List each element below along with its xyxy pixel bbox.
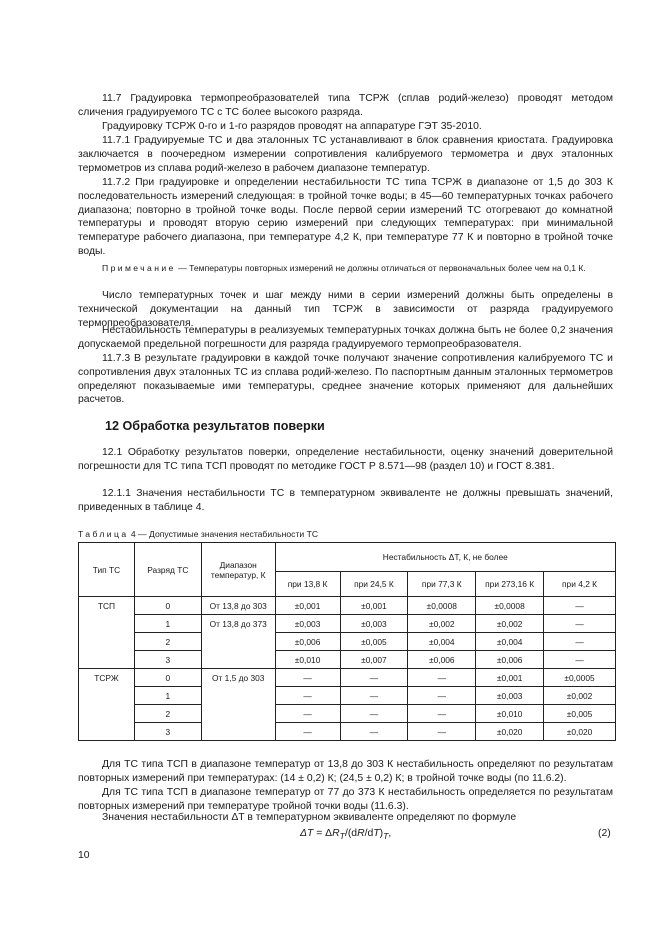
table-row: [79, 597, 616, 615]
cell-value: —: [408, 669, 476, 687]
cell-value: —: [408, 723, 476, 741]
paragraph-stability: Нестабильность температуры в реализуемых температурных точках должна быть не более 0,2 значения допускаемой предельной погрешности для разряда градуируемого термопреобразователя.: [78, 325, 613, 350]
cell-rank: 0: [134, 597, 201, 615]
cell-value: —: [544, 633, 616, 651]
cell-rank: 3: [134, 651, 201, 669]
table-row: [79, 615, 616, 633]
cell-range: От 13,8 до 373: [201, 615, 275, 633]
cell-range: От 13,8 до 303: [201, 597, 275, 615]
cell-type: [79, 651, 135, 669]
cell-value: ±0,006: [476, 651, 544, 669]
cell-rank: 2: [134, 633, 201, 651]
paragraph-11-7: 11.7 Градуировка термопреобразователей типа ТСРЖ (сплав родий-железо) проводят методом сличения градуируемого ТС с ТС более высокого разряда.: [78, 93, 613, 118]
cell-value: ±0,0008: [408, 597, 476, 615]
cell-value: ±0,001: [476, 669, 544, 687]
note-text: — Температуры повторных измерений не должны отличаться от первоначальных более чем на 0,1 К.: [175, 263, 586, 273]
cell-value: ±0,007: [340, 651, 408, 669]
header-rank: Разряд ТС: [134, 543, 201, 597]
cell-range: [201, 687, 275, 705]
cell-value: ±0,001: [340, 597, 408, 615]
header-type: Тип ТС: [79, 543, 135, 597]
cell-range: [201, 705, 275, 723]
subheader-13-8: при 13,8 К: [275, 572, 340, 597]
cell-type: ТСРЖ: [79, 669, 135, 687]
cell-value: ±0,005: [544, 705, 616, 723]
table-row: [79, 633, 616, 651]
instability-table: [78, 542, 616, 741]
paragraph-11-7-1: 11.7.1 Градуируемые ТС и два эталонных ТС устанавливают в блок сравнения криостата. Градуировка заключается в поочередном измерении сопротивления калибруемого термометра и двух эталонных термометров из сплава родий-железо в рабочем диапазоне температур.: [78, 135, 613, 174]
cell-value: ±0,001: [275, 597, 340, 615]
paragraph-12-1: 12.1 Обработку результатов поверки, определение нестабильности, оценку значений доверительной погрешности для ТС типа ТСП проводят по методике ГОСТ Р 8.571—98 (раздел 10) и ГОСТ 8.381.: [78, 447, 613, 472]
cell-value: ±0,010: [476, 705, 544, 723]
cell-value: ±0,006: [275, 633, 340, 651]
subheader-4-2: при 4,2 К: [544, 572, 616, 597]
cell-value: —: [544, 615, 616, 633]
table-body: [79, 597, 616, 741]
cell-type: [79, 687, 135, 705]
table-caption-text: 4 — Допустимые значения нестабильности ТС: [128, 529, 319, 539]
cell-value: —: [340, 723, 408, 741]
cell-value: —: [408, 687, 476, 705]
cell-value: —: [275, 723, 340, 741]
cell-range: [201, 723, 275, 741]
cell-value: ±0,002: [544, 687, 616, 705]
paragraph-11-7-2: 11.7.2 При градуировке и определении нестабильности ТС типа ТСРЖ в диапазоне от 1,5 до 303 К последовательность измерений следующая: в тройной точке воды; в 45—60 температурных точках рабочего диапазона; повторно в тройной точке воды. После первой серии измерений ТС отогревают до комнатной температуры и проводят вторую серию измерений при следующих температурах: при минимальной температуре рабочего диапазона, при температуре 4,2 К, при температуре 77 К и повторно в тройной точке воды.: [78, 177, 613, 257]
subheader-24-5: при 24,5 К: [340, 572, 408, 597]
cell-value: ±0,002: [476, 615, 544, 633]
cell-value: ±0,002: [408, 615, 476, 633]
cell-type: ТСП: [79, 597, 135, 615]
cell-value: ±0,010: [275, 651, 340, 669]
cell-value: ±0,003: [275, 615, 340, 633]
cell-value: —: [275, 687, 340, 705]
cell-type: [79, 705, 135, 723]
cell-type: [79, 633, 135, 651]
cell-range: [201, 651, 275, 669]
cell-value: —: [544, 651, 616, 669]
cell-value: —: [340, 669, 408, 687]
paragraph-points: Число температурных точек и шаг между ними в серии измерений должны быть определены в технической документации на данный тип ТСРЖ в зависимости от разряда градуируемого термопреобразователя.: [78, 290, 613, 329]
paragraph-11-7-3: 11.7.3 В результате градуировки в каждой точке получают значение сопротивления калибруемого ТС и сопротивления двух эталонных ТС из сплава родий-железо. По паспортным данным эталонных термометров определяют показываемые ими температуры, среднее значение которых применяют для дальнейших расчетов.: [78, 353, 613, 406]
formula: $\Delta T = \Delta R_T/(dR/dT)_T$,: [300, 828, 392, 842]
cell-value: ±0,0008: [476, 597, 544, 615]
cell-value: ±0,004: [476, 633, 544, 651]
table-caption: [78, 529, 318, 539]
header-instability: Нестабильность ΔT, К, не более: [275, 543, 615, 572]
cell-value: ±0,004: [408, 633, 476, 651]
cell-value: ±0,003: [340, 615, 408, 633]
page-number: 10: [78, 850, 90, 861]
note-label: Примечание: [102, 263, 176, 273]
cell-rank: 3: [134, 723, 201, 741]
table-row: [79, 723, 616, 741]
paragraph-11-7-apparatus: Градуировку ТСРЖ 0-го и 1-го разрядов проводят на аппаратуре ГЭТ 35-2010.: [102, 121, 482, 132]
paragraph-tsp-303: Для ТС типа ТСП в диапазоне температур от 13,8 до 303 К нестабильность определяют по результатам повторных измерений при температурах: (14 ± 0,2) К; (24,5 ± 0,2) К; в тройной точке воды (по 11.6.2).: [78, 759, 613, 784]
table-caption-label: Таблица: [78, 529, 129, 539]
paragraph-tsp-373: Для ТС типа ТСП в диапазоне температур от 77 до 373 К нестабильность определяется по результатам повторных измерений при температуре тройной точки воды (11.6.3).: [78, 787, 613, 812]
paragraph-12-1-1: 12.1.1 Значения нестабильности ТС в температурном эквиваленте не должны превышать значений, приведенных в таблице 4.: [78, 488, 613, 513]
cell-rank: 1: [134, 687, 201, 705]
cell-value: ±0,003: [476, 687, 544, 705]
cell-value: —: [544, 597, 616, 615]
cell-rank: 1: [134, 615, 201, 633]
cell-value: —: [340, 687, 408, 705]
section-title: 12 Обработка результатов поверки: [105, 419, 325, 433]
cell-rank: 2: [134, 705, 201, 723]
cell-value: ±0,020: [476, 723, 544, 741]
cell-value: ±0,006: [408, 651, 476, 669]
cell-value: —: [340, 705, 408, 723]
note: [78, 262, 613, 274]
table-row: [79, 669, 616, 687]
cell-value: —: [275, 705, 340, 723]
cell-value: ±0,020: [544, 723, 616, 741]
subheader-77-3: при 77,3 К: [408, 572, 476, 597]
table-row: [79, 651, 616, 669]
table-row: [79, 687, 616, 705]
cell-value: ±0,0005: [544, 669, 616, 687]
cell-value: ±0,005: [340, 633, 408, 651]
cell-type: [79, 723, 135, 741]
cell-value: —: [408, 705, 476, 723]
header-range: Диапазон температур, К: [201, 543, 275, 597]
cell-range: [201, 633, 275, 651]
cell-type: [79, 615, 135, 633]
subheader-273-16: при 273,16 К: [476, 572, 544, 597]
cell-value: —: [275, 669, 340, 687]
paragraph-formula-intro: Значения нестабильности ΔT в температурном эквиваленте определяют по формуле: [102, 812, 517, 823]
cell-rank: 0: [134, 669, 201, 687]
formula-number: (2): [598, 828, 611, 839]
table-row: [79, 705, 616, 723]
cell-range: От 1,5 до 303: [201, 669, 275, 687]
